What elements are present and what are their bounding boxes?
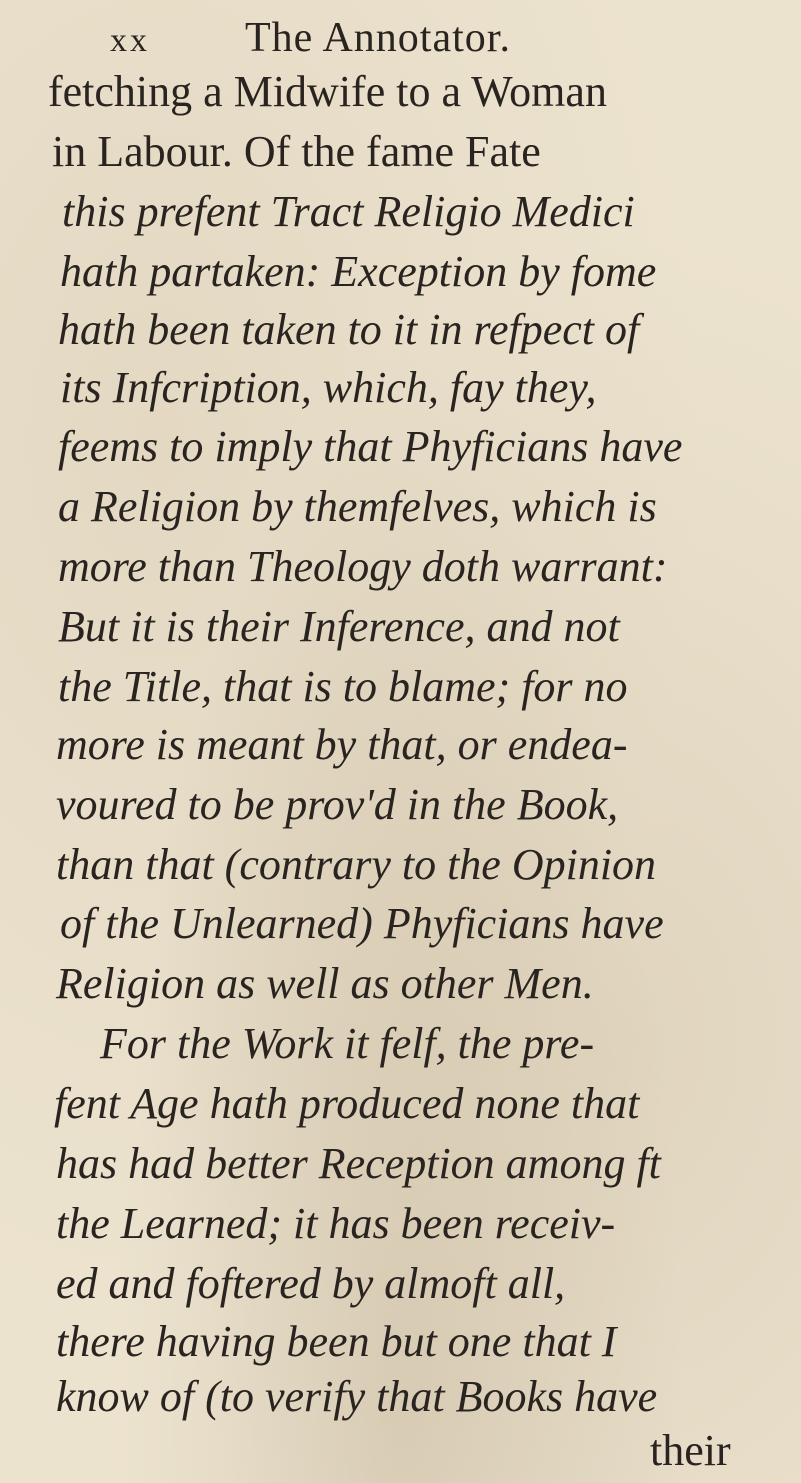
text-line: in Labour. Of the fame Fate — [52, 127, 541, 176]
text-line: hath been taken to it in refpect of — [58, 305, 640, 354]
catchword: their — [650, 1426, 731, 1475]
text-line: For the Work it felf, the pre- — [100, 1019, 595, 1068]
text-line: of the Unlearned) Phyficians have — [60, 899, 664, 948]
text-line: ed and foftered by almoft all, — [56, 1259, 566, 1308]
text-line: its Infcription, which, fay they, — [60, 363, 597, 412]
text-line: more than Theology doth warrant: — [58, 542, 668, 591]
text-line: fetching a Midwife to a Woman — [48, 67, 607, 116]
text-line: Religion as well as other Men. — [56, 959, 594, 1008]
signature-mark: xx — [110, 22, 150, 59]
text-line: the Title, that is to blame; for no — [58, 662, 628, 711]
text-line: feems to imply that Phyficians have — [58, 422, 683, 471]
text-line: voured to be prov'd in the Book, — [56, 780, 619, 829]
text-line: this prefent Tract Religio Medici — [62, 187, 635, 236]
text-line: the Learned; it has been receiv- — [56, 1199, 616, 1248]
text-line: than that (contrary to the Opinion — [56, 840, 657, 889]
text-line: a Religion by themfelves, which is — [58, 482, 657, 531]
text-line: know of (to verify that Books have — [56, 1372, 658, 1421]
text-line: fent Age hath produced none that — [54, 1079, 640, 1128]
text-line: more is meant by that, or endea- — [56, 720, 628, 769]
text-line: But it is their Inference, and not — [58, 602, 620, 651]
text-line: there having been but one that I — [56, 1317, 617, 1366]
running-title: The Annotator. — [245, 15, 511, 61]
page-header — [100, 14, 660, 64]
text-line: has had better Reception among ft — [56, 1139, 661, 1188]
text-line: hath partaken: Exception by fome — [60, 247, 657, 296]
